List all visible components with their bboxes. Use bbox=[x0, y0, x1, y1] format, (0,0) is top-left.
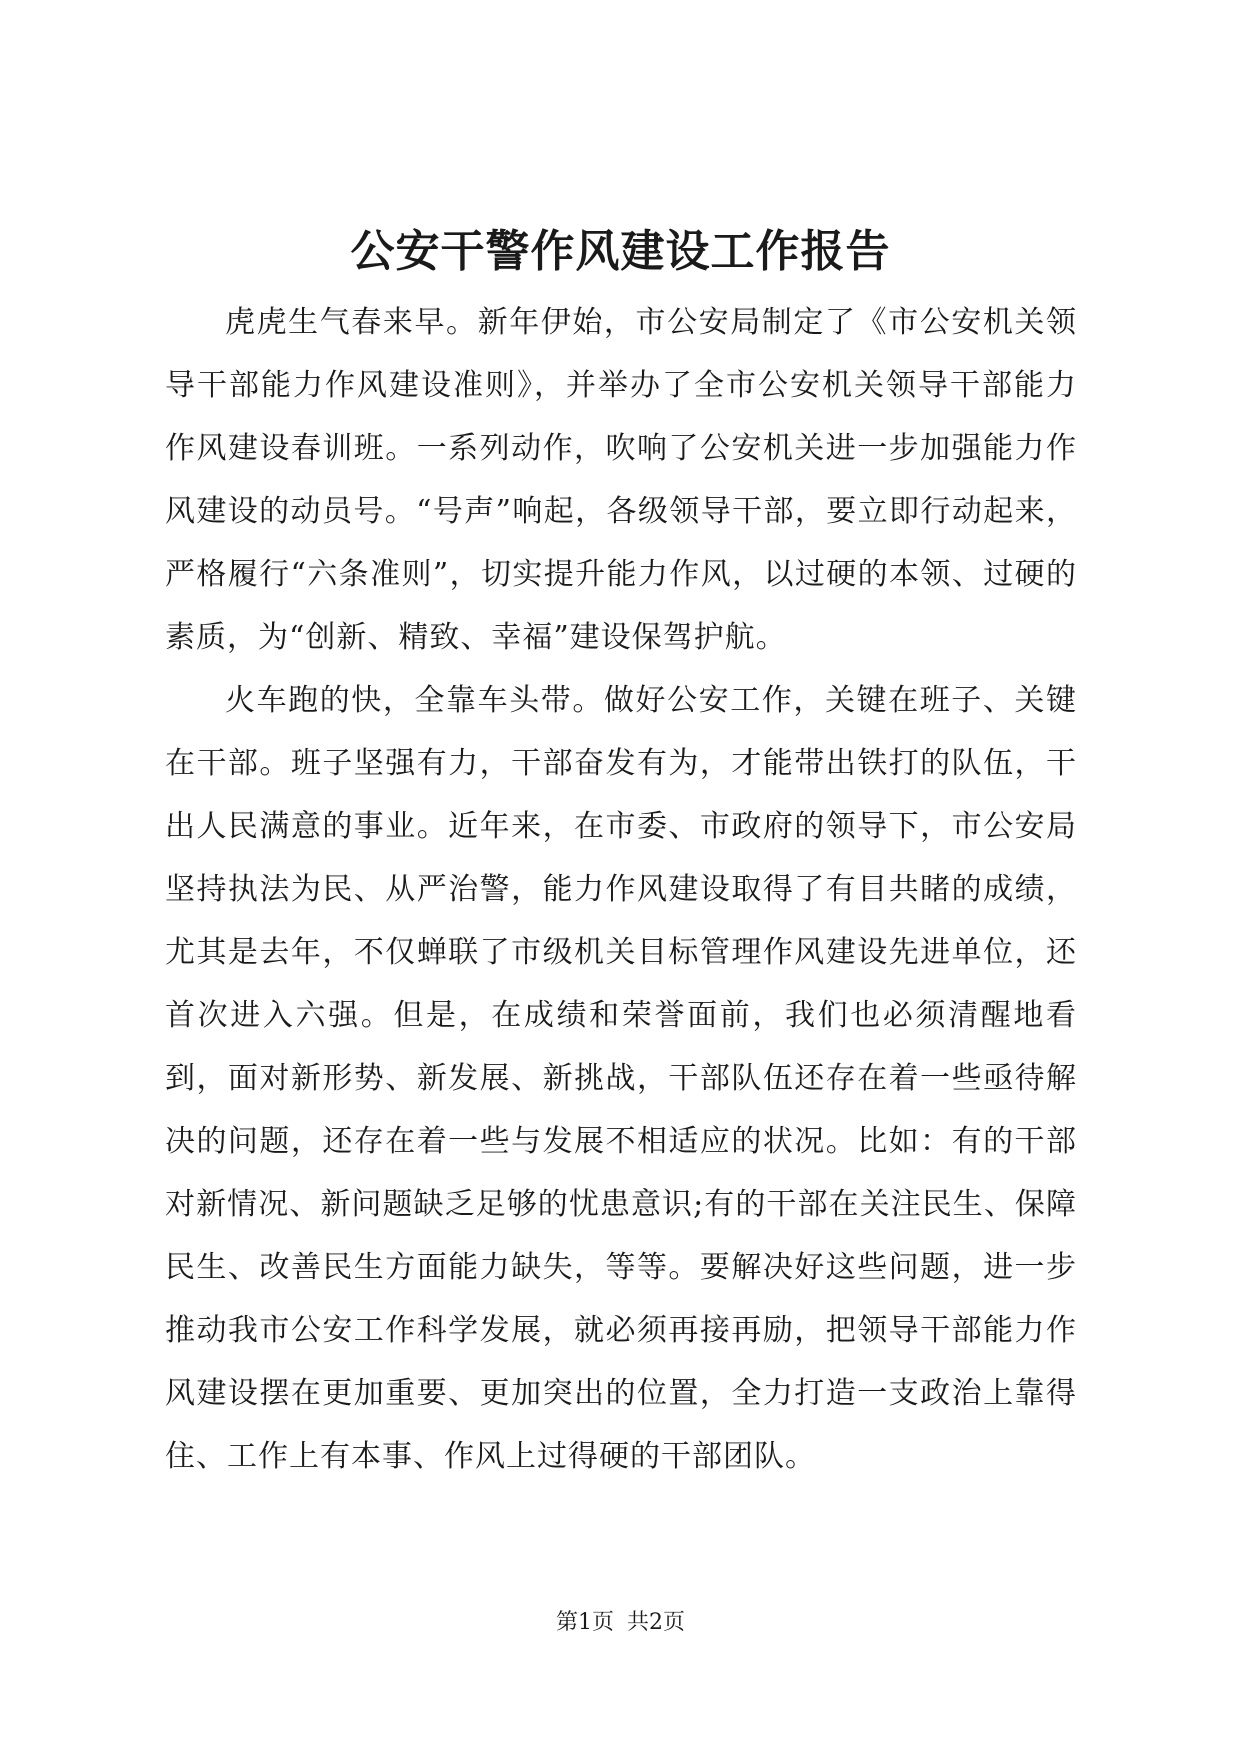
page-number: 第1页 bbox=[556, 1610, 614, 1635]
document-body bbox=[165, 291, 1077, 1488]
paragraph-2: 火车跑的快，全靠车头带。做好公安工作，关键在班子、关键在干部。班子坚强有力，干部奋发有为，才能带出铁打的队伍，干出人民满意的事业。近年来，在市委、市政府的领导下，市公安局坚持执法为民、从严治警，能力作风建设取得了有目共睹的成绩，尤其是去年，不仅蝉联了市级机关目标管理作风建设先进单位，还首次进入六强。但是，在成绩和荣誉面前，我们也必须清醒地看到，面对新形势、新发展、新挑战，干部队伍还存在着一些亟待解决的问题，还存在着一些与发展不相适应的状况。比如：有的干部对新情况、新问题缺乏足够的忧患意识;有的干部在关注民生、保障民生、改善民生方面能力缺失，等等。要解决好这些问题，进一步推动我市公安工作科学发展，就必须再接再励，把领导干部能力作风建设摆在更加重要、更加突出的位置，全力打造一支政治上靠得住、工作上有本事、作风上过得硬的干部团队。 bbox=[165, 683, 1077, 1474]
page-footer bbox=[0, 1608, 1241, 1638]
page-total: 共2页 bbox=[627, 1610, 685, 1635]
paragraph-1: 虎虎生气春来早。新年伊始，市公安局制定了《市公安机关领导干部能力作风建设准则》，并举办了全市公安机关领导干部能力作风建设春训班。一系列动作，吹响了公安机关进一步加强能力作风建设的动员号。“号声”响起，各级领导干部，要立即行动起来，严格履行“六条准则”，切实提升能力作风，以过硬的本领、过硬的素质，为“创新、精致、幸福”建设保驾护航。 bbox=[165, 305, 1077, 655]
page-title: 公安干警作风建设工作报告 bbox=[350, 226, 891, 277]
